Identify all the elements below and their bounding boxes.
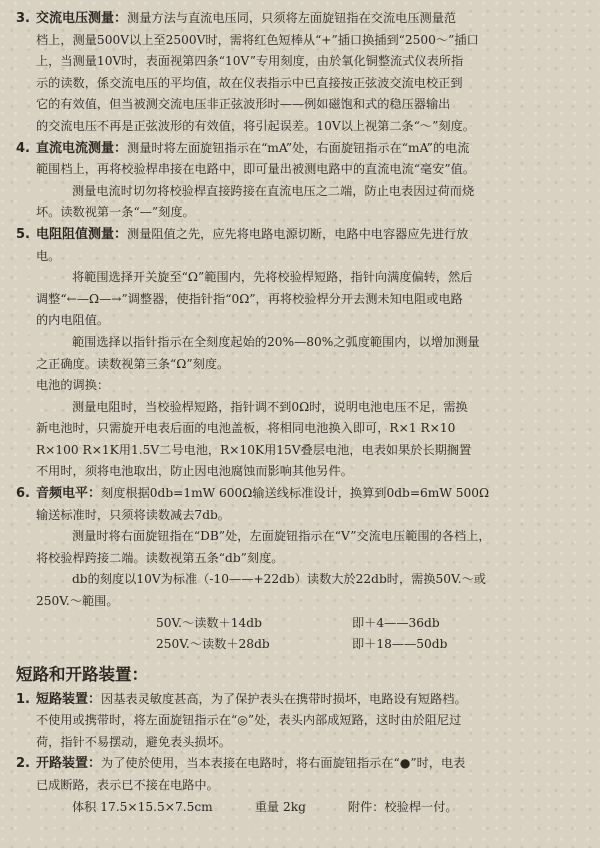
text-line: 荷，指针不易摆动，避免表头损坏。 bbox=[36, 734, 231, 749]
text-line: 调整“←—Ω—→”调整器，使指针指“0Ω”，再将校验桿分开去测未知电阻或电路 bbox=[36, 291, 463, 306]
text-line: 测量电阻时，当校验桿短路，指针调不到0Ω时，说明电池电压不足，需换 bbox=[72, 399, 468, 414]
section-audio-level bbox=[16, 483, 580, 655]
text-line: 测量方法与直流电压同，只须将左面旋钮指在交流电压测量范 bbox=[127, 11, 457, 25]
text-line: 坏。读数视第一条“—”刻度。 bbox=[36, 205, 195, 220]
item-title: 短路装置： bbox=[36, 691, 102, 707]
text-line: 测量电流时切勿将校验桿直接跨接在直流电压之二端，防止电表因过荷而烧 bbox=[72, 183, 475, 198]
text-line: 範围档上，再将校验桿串接在电路中，即可量出被测电路中的直流电流“毫安”值。 bbox=[36, 162, 476, 177]
section-number: 6. bbox=[16, 486, 30, 502]
section-resistance bbox=[16, 224, 580, 483]
db-range-reading: 50V.～读数＋14db bbox=[156, 615, 262, 630]
text-line: 因基表灵敏度甚高，为了保护表头在携带时损坏，电路设有短路档。 bbox=[101, 691, 467, 706]
text-line: 之正确度。读数视第三条“Ω”刻度。 bbox=[36, 356, 230, 371]
short-circuit-item bbox=[16, 689, 580, 754]
section-number: 3. bbox=[16, 11, 30, 26]
text-line: 档上，测量500V以上至2500V时，需将红色短棒从“+”插口换插到“2500～”插口 bbox=[36, 32, 479, 47]
section-dc-current bbox=[16, 138, 580, 224]
text-line: 250V.～範围。 bbox=[36, 594, 119, 609]
text-line: 刻度根据0db=1mW 600Ω输送线标准设计，换算到0db=6mW 500Ω bbox=[101, 486, 490, 501]
db-table-row bbox=[16, 613, 580, 634]
accessory-spec: 附件：校验桿一付。 bbox=[347, 799, 458, 814]
section-ac-voltage bbox=[16, 8, 580, 138]
section-title: 电阻阻值测量： bbox=[36, 226, 128, 242]
text-line: 将校验桿跨接二端。读数视第五条“db”刻度。 bbox=[36, 550, 284, 565]
text-line: 它的有效值，但当被测交流电压非正弦波形时——例如磁饱和式的稳压器输出 bbox=[36, 97, 451, 112]
weight-spec: 重量 2kg bbox=[254, 799, 306, 814]
item-number: 2. bbox=[16, 756, 30, 772]
text-line: 上，当测量10V时，表面视第四条“10V”专用刻度，由於氧化铜整流式仪表所指 bbox=[36, 54, 464, 69]
db-range-span: 即＋4——36db bbox=[352, 615, 440, 630]
section-number: 4. bbox=[16, 140, 30, 156]
text-line: 新电池时，只需旋开电表后面的电池盖板，将相同电池换入即可，R×1 R×10 bbox=[36, 421, 456, 436]
text-line: 示的读数，係交流电压的平均值，故在仪表指示中已直接按正弦波交流电校正到 bbox=[36, 75, 463, 90]
text-line: 範围选择以指针指示在全刻度起始的20%—80%之弧度範围内，以增加测量 bbox=[72, 334, 480, 349]
text-line: 为了使於使用，当本表接在电路时，将右面旋钮指示在“●”时，电表 bbox=[101, 756, 466, 771]
volume-spec: 体积 17.5×15.5×7.5cm bbox=[72, 799, 213, 814]
db-range-span: 即＋18——50db bbox=[352, 636, 448, 651]
subheading: 电池的调换： bbox=[36, 378, 110, 393]
text-line: 已成断路，表示已不接在电路中。 bbox=[36, 778, 219, 792]
db-table-row bbox=[16, 634, 580, 655]
text-line: 测量阻值之先，应先将电路电源切断，电路中电容器应先进行放 bbox=[127, 226, 469, 241]
section-title: 直流电流测量： bbox=[36, 140, 128, 156]
text-line: R×100 R×1K用1.5V二号电池，R×10K用15V叠层电池，电表如果於长期搁置 bbox=[36, 442, 472, 457]
text-line: db的刻度以10V为标准（-10——+22db）读数大於22db时，需换50V.～或 bbox=[72, 572, 486, 587]
text-line: 电。 bbox=[36, 248, 61, 263]
text-line: 不用时，须将电池取出，防止因电池腐蚀而影响其他另件。 bbox=[36, 464, 353, 479]
item-number: 1. bbox=[16, 691, 30, 707]
text-line: 测量时将右面旋钮指在“DB”处，左面旋钮指示在“V”交流电压範围的各档上， bbox=[72, 529, 491, 544]
db-range-reading: 250V.～读数＋28db bbox=[156, 636, 270, 651]
text-line: 不使用或携带时，将左面旋钮指示在“◎”处，表头内部成短路，这时由於阻尼过 bbox=[36, 713, 462, 728]
item-title: 开路装置： bbox=[36, 756, 102, 772]
section-title: 交流电压测量： bbox=[36, 11, 128, 26]
specs-line bbox=[16, 797, 580, 817]
section-number: 5. bbox=[16, 226, 30, 242]
text-line: 的内电阻值。 bbox=[36, 313, 110, 328]
section-title: 音频电平： bbox=[36, 486, 102, 502]
text-line: 输送标准时，只须将读数减去7db。 bbox=[36, 507, 230, 522]
text-line: 测量时将左面旋钮指示在“mA”处，右面旋钮指示在“mA”的电流 bbox=[127, 140, 470, 155]
short-open-heading: 短路和开路装置： bbox=[16, 664, 148, 684]
open-circuit-item bbox=[16, 753, 580, 796]
text-line: 将範围选择开关旋至“Ω”範围内，先将校验桿短路，指针向满度偏转，然后 bbox=[72, 270, 473, 285]
text-line: 的交流电压不再是正弦波形的有效值，将引起误差。10V以上视第二条“～”刻度。 bbox=[36, 118, 475, 133]
